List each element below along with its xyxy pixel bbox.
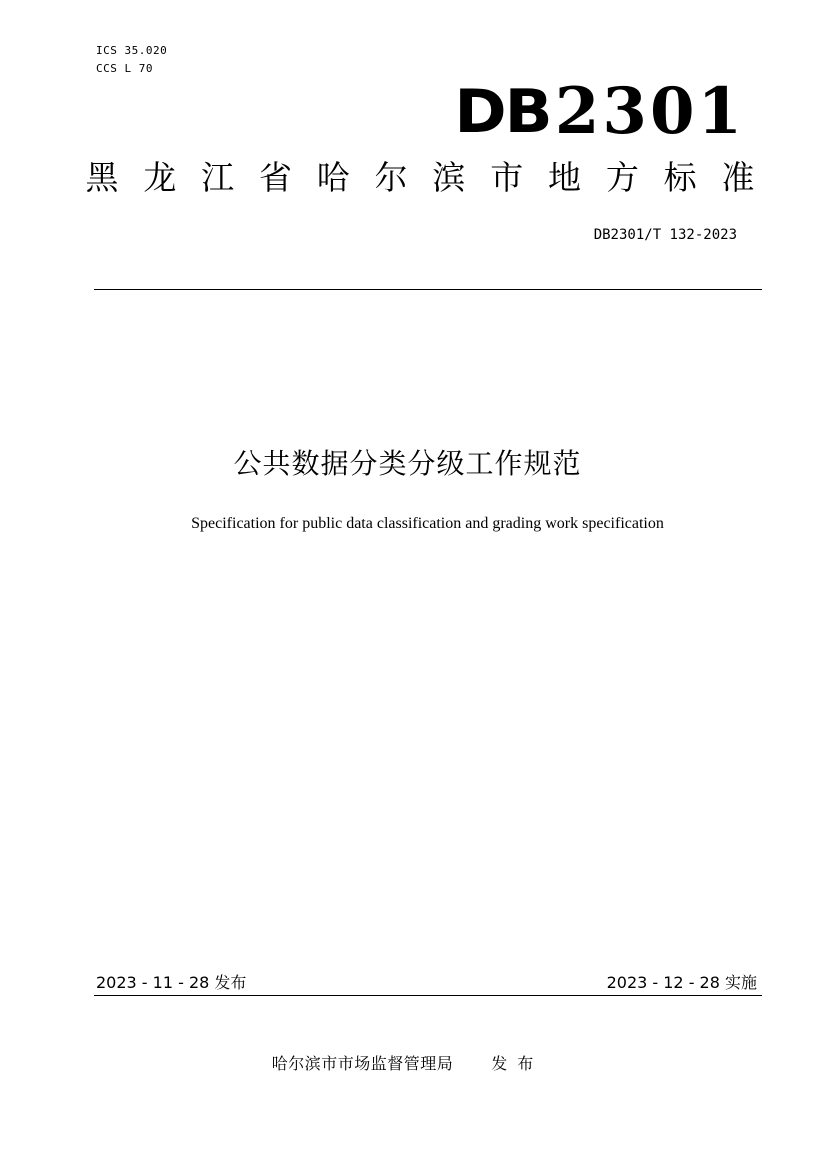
release-date: 2023 - 11 - 28 发布 [96,973,247,992]
standard-type-char: 地 [548,158,581,197]
standard-type-char: 方 [605,158,639,197]
standard-type-char: 尔 [374,158,408,197]
publisher-action: 发布 [491,1054,544,1073]
standard-type-char: 准 [721,158,755,197]
standard-type-char: 龙 [143,158,177,197]
standard-type-char: 江 [201,158,235,197]
standard-type-char: 滨 [432,158,466,197]
standard-type-char: 省 [258,158,292,197]
db-logo [454,74,745,149]
document-title-zh: 公共数据分类分级工作规范 [233,447,582,480]
document-title-en: Specification for public data classification and grading work specification [191,515,664,532]
standard-type-char: 标 [663,158,697,197]
standard-type-heading [80,156,760,200]
publisher-line [0,1052,815,1076]
db-logo-number: 2301 [554,74,745,149]
classification-codes [96,42,167,78]
standard-number: DB2301/T 132-2023 [593,227,737,243]
standard-type-char: 哈 [316,158,350,197]
ccs-code: CCS L 70 [96,62,153,75]
implementation-date: 2023 - 12 - 28 实施 [606,973,757,992]
db-logo-letters: DB [454,77,551,147]
standard-type-char: 黑 [85,158,119,197]
publisher-org: 哈尔滨市市场监督管理局 [271,1054,454,1073]
standard-type-char: 市 [490,158,524,197]
dates-divider [94,995,762,996]
ics-code: ICS 35.020 [96,44,168,57]
header-divider [94,289,762,290]
